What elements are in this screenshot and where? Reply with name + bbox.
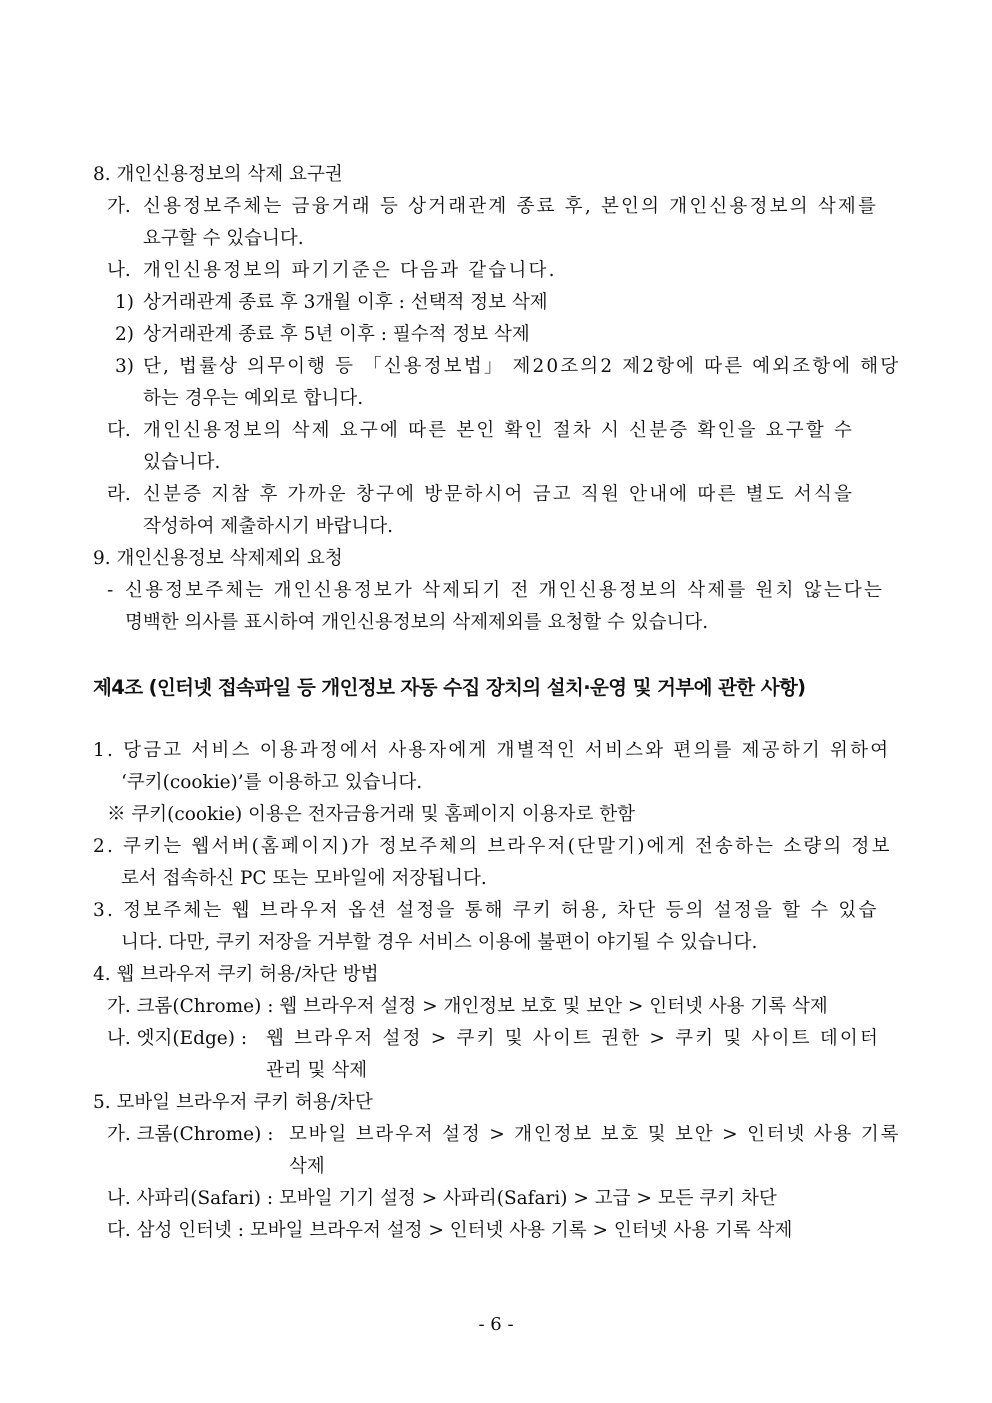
section-8-da-line-2	[0, 447, 992, 479]
mobile-chrome-cookie-path-1: 모바일 브라우저 설정 > 개인정보 보호 및 보안 > 인터넷 사용 기록	[289, 1124, 901, 1145]
item-marker: 가.	[107, 196, 131, 217]
section-9-title: 9. 개인신용정보 삭제제외 요청	[93, 548, 343, 569]
mobile-chrome-cookie-path-2: 삭제	[289, 1156, 325, 1177]
item-marker: 다.	[107, 420, 131, 441]
item-marker: 3)	[115, 356, 134, 377]
section-8-sub3-line-2	[0, 383, 992, 415]
article-4-item-5-da-line	[0, 1215, 992, 1247]
article-4-item-5-na-line	[0, 1183, 992, 1215]
section-8-ga-text-2: 요구할 수 있습니다.	[143, 228, 304, 249]
article-4-item-4-ga-line	[0, 991, 992, 1023]
article-4-item-4-na-line-1	[0, 1023, 992, 1055]
article-4-item-2-text-1: 2. 쿠키는 웹서버(홈페이지)가 정보주체의 브라우저(단말기)에게 전송하는 소량의 정보	[93, 836, 892, 857]
section-9-title-line	[0, 543, 992, 575]
article-4-item-5-ga-line-1	[0, 1119, 992, 1151]
section-8-sub2-text: 상거래관계 종료 후 5년 이후 : 필수적 정보 삭제	[143, 324, 530, 345]
item-marker: 1)	[115, 292, 134, 313]
section-8-title-line	[0, 159, 992, 191]
article-4-item-1-line-1	[0, 735, 992, 767]
article-4-item-3-line-2	[0, 927, 992, 959]
section-8-ga-text-1: 신용정보주체는 금융거래 등 상거래관계 종료 후, 본인의 개인신용정보의 삭제를	[143, 196, 879, 217]
article-4-item-3-line-1	[0, 895, 992, 927]
section-8-ra-line-1	[0, 479, 992, 511]
section-8-sub1-line	[0, 287, 992, 319]
article-4-item-3-text-2: 니다. 다만, 쿠키 저장을 거부할 경우 서비스 이용에 불편이 야기될 수 있습니다.	[121, 932, 758, 953]
article-4-item-5-title-line	[0, 1087, 992, 1119]
article-4-note-line	[0, 799, 992, 831]
article-4-item-4-title-line	[0, 959, 992, 991]
article-4-item-1-text-2: ‘쿠키(cookie)’를 이용하고 있습니다.	[121, 772, 423, 793]
article-4-item-1-line-2	[0, 767, 992, 799]
article-4-note: ※ 쿠키(cookie) 이용은 전자금융거래 및 홈페이지 이용자로 한함	[107, 804, 635, 825]
article-4-heading-line	[0, 672, 992, 704]
section-9-line-1	[0, 575, 992, 607]
page-number: - 6 -	[478, 1314, 514, 1335]
item-marker: 라.	[107, 484, 131, 505]
section-8-na-text-1: 개인신용정보의 파기기준은 다음과 같습니다.	[143, 260, 557, 281]
article-4-item-4-title: 4. 웹 브라우저 쿠키 허용/차단 방법	[93, 964, 379, 985]
section-8-ga-line-2	[0, 223, 992, 255]
article-4-item-1-text-1: 1. 당금고 서비스 이용과정에서 사용자에게 개별적인 서비스와 편의를 제공하기 위하여	[93, 740, 891, 761]
edge-browser-cookie-path-1: 웹 브라우저 설정 > 쿠키 및 사이트 권한 > 쿠키 및 사이트 데이터	[266, 1028, 881, 1049]
section-8-da-text-1: 개인신용정보의 삭제 요구에 따른 본인 확인 절차 시 신분증 확인을 요구할 수	[143, 420, 855, 441]
article-4-item-4-na-line-2	[0, 1055, 992, 1087]
edge-browser-cookie-path-2: 관리 및 삭제	[266, 1060, 368, 1081]
section-8-sub1-text: 상거래관계 종료 후 3개월 이후 : 선택적 정보 삭제	[143, 292, 548, 313]
section-8-sub3-text-1: 단, 법률상 의무이행 등 「신용정보법」 제20조의2 제2항에 따른 예외조항에 해당	[143, 356, 901, 377]
samsung-internet-cookie-path: 다. 삼성 인터넷 : 모바일 브라우저 설정 > 인터넷 사용 기록 > 인터넷 사용 기록 삭제	[107, 1220, 793, 1241]
article-4-item-5-title: 5. 모바일 브라우저 쿠키 허용/차단	[93, 1092, 373, 1113]
article-4-item-5-ga-line-2	[0, 1151, 992, 1183]
mobile-safari-cookie-path: 나. 사파리(Safari) : 모바일 기기 설정 > 사파리(Safari) > 고급 > 모든 쿠키 차단	[107, 1188, 777, 1209]
section-8-da-line-1	[0, 415, 992, 447]
section-8-na-line-1	[0, 255, 992, 287]
article-4-heading: 제4조 (인터넷 접속파일 등 개인정보 자동 수집 장치의 설치·운영 및 거부에 관한 사항)	[93, 676, 806, 699]
dash-marker: -	[107, 580, 114, 601]
item-marker: 2)	[115, 324, 134, 345]
section-8-ga-line-1	[0, 191, 992, 223]
article-4-item-3-text-1: 3. 정보주체는 웹 브라우저 옵션 설정을 통해 쿠키 허용, 차단 등의 설정을 할 수 있습	[93, 900, 879, 921]
section-9-line-2	[0, 607, 992, 639]
section-9-text-1: 신용정보주체는 개인신용정보가 삭제되기 전 개인신용정보의 삭제를 원치 않는다는	[125, 580, 885, 601]
section-8-ra-line-2	[0, 511, 992, 543]
section-8-sub3-line-1	[0, 351, 992, 383]
section-8-ra-text-2: 작성하여 제출하시기 바랍니다.	[143, 516, 393, 537]
edge-label: 나. 엣지(Edge) :	[107, 1028, 248, 1049]
chrome-browser-cookie-path: 가. 크롬(Chrome) : 웹 브라우저 설정 > 개인정보 보호 및 보안 > 인터넷 사용 기록 삭제	[107, 996, 828, 1017]
section-9-text-2: 명백한 의사를 표시하여 개인신용정보의 삭제제외를 요청할 수 있습니다.	[125, 612, 709, 633]
section-8-title: 8. 개인신용정보의 삭제 요구권	[93, 164, 343, 185]
section-8-sub3-text-2: 하는 경우는 예외로 합니다.	[143, 388, 364, 409]
section-8-da-text-2: 있습니다.	[143, 452, 221, 473]
section-8-sub2-line	[0, 319, 992, 351]
item-marker: 나.	[107, 260, 131, 281]
article-4-item-2-line-2	[0, 863, 992, 895]
article-4-item-2-line-1	[0, 831, 992, 863]
mobile-chrome-label: 가. 크롬(Chrome) :	[107, 1124, 274, 1145]
article-4-item-2-text-2: 로서 접속하신 PC 또는 모바일에 저장됩니다.	[121, 868, 487, 889]
section-8-ra-text-1: 신분증 지참 후 가까운 창구에 방문하시어 금고 직원 안내에 따른 별도 서식을	[143, 484, 855, 505]
